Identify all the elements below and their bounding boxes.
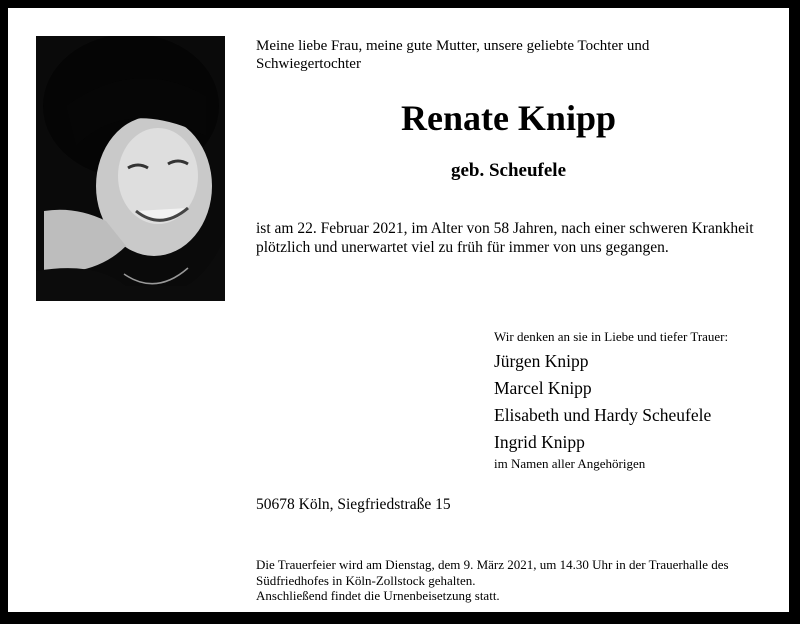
announcement-text: ist am 22. Februar 2021, im Alter von 58 Jahren, nach einer schweren Krankheit plötzlich und unerwartet viel zu früh für immer von uns gegangen. — [256, 220, 754, 256]
mourners-intro: Wir denken an sie in Liebe und tiefer Trauer: — [494, 329, 729, 344]
birth-name: geb. Scheufele — [450, 160, 567, 181]
mourners-list — [494, 348, 711, 456]
mourner-name: Ingrid Knipp — [494, 432, 585, 452]
funeral-line: Die Trauerfeier wird am Dienstag, dem 9. März 2021, um 14.30 Uhr in der Trauerhalle des — [256, 557, 729, 572]
mourner-name: Marcel Knipp — [494, 378, 592, 398]
deceased-name: Renate Knipp — [400, 98, 617, 138]
address: 50678 Köln, Siegfriedstraße 15 — [256, 496, 451, 513]
mourners-outro: im Namen aller Angehörigen — [494, 456, 646, 471]
funeral-details — [256, 557, 776, 604]
funeral-line: Anschließend findet die Urnenbeisetzung statt. — [256, 588, 500, 603]
funeral-line: Südfriedhofes in Köln-Zollstock gehalten. — [256, 572, 476, 588]
intro-text: Meine liebe Frau, meine gute Mutter, unsere geliebte Tochter und Schwiegertochter — [256, 38, 650, 72]
obituary-card — [8, 8, 789, 612]
mourner-name: Elisabeth und Hardy Scheufele — [494, 405, 712, 425]
portrait-photo — [36, 36, 225, 301]
mourner-name: Jürgen Knipp — [494, 351, 589, 371]
